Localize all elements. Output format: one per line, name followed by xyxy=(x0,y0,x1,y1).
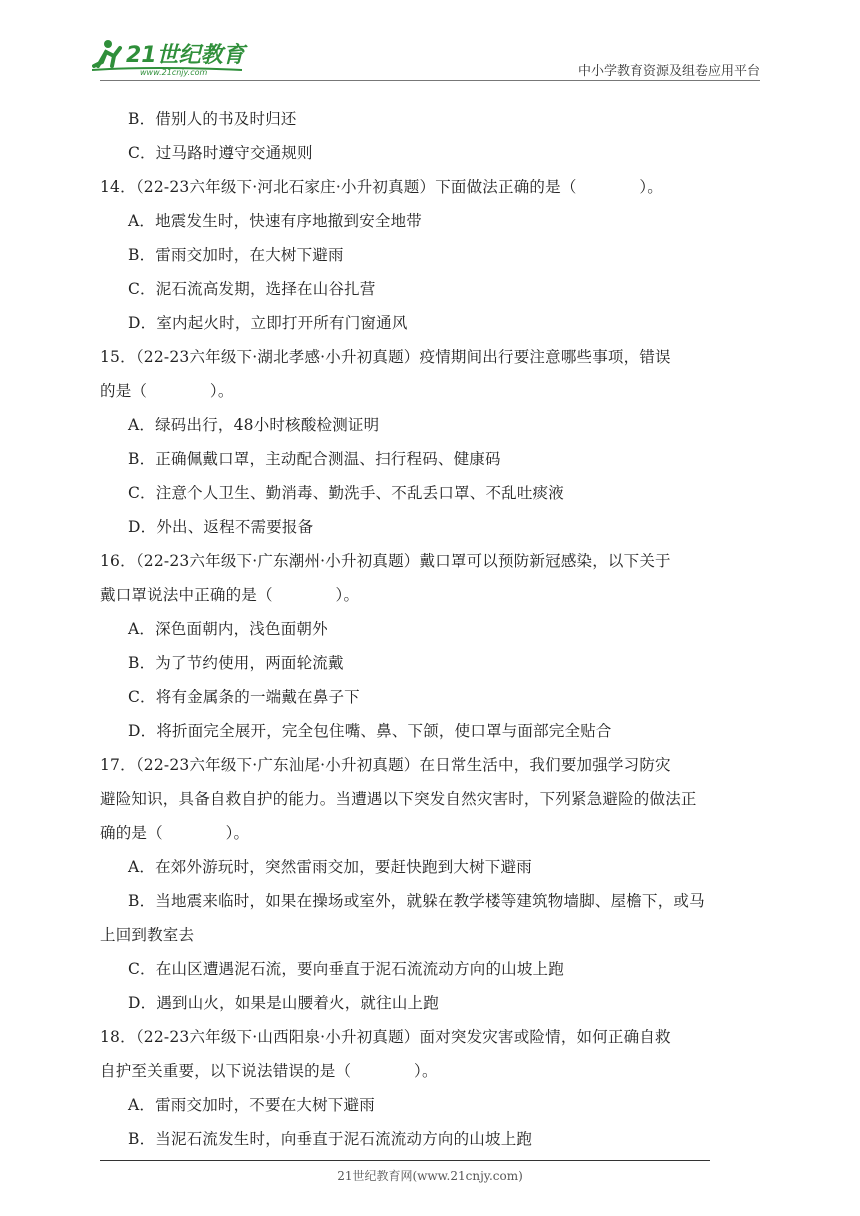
answer-option: D．室内起火时，立即打开所有门窗通风 xyxy=(128,314,408,332)
question-text: 16．（22-23六年级下·广东潮州·小升初真题）戴口罩可以预防新冠感染，以下关于 xyxy=(100,552,671,570)
answer-option: B．当地震来临时，如果在操场或室外，就躲在教学楼等建筑物墙脚、屋檐下，或马 xyxy=(128,892,705,910)
answer-option: A．绿码出行，48小时核酸检测证明 xyxy=(128,416,380,434)
answer-option: D．遇到山火，如果是山腰着火，就往山上跑 xyxy=(128,994,439,1012)
question-text: 确的是（ ）。 xyxy=(100,824,250,842)
answer-option: D．将折面完全展开，完全包住嘴、鼻、下颌，使口罩与面部完全贴合 xyxy=(128,722,612,740)
answer-option: A．地震发生时，快速有序地撤到安全地带 xyxy=(128,212,422,230)
answer-option: B．当泥石流发生时，向垂直于泥石流流动方向的山坡上跑 xyxy=(128,1130,533,1148)
answer-option: A．深色面朝内，浅色面朝外 xyxy=(128,620,328,638)
header-divider xyxy=(100,80,760,81)
question-text: 18．（22-23六年级下·山西阳泉·小升初真题）面对突发灾害或险情，如何正确自救 xyxy=(100,1028,671,1046)
answer-option: B．正确佩戴口罩，主动配合测温、扫行程码、健康码 xyxy=(128,450,501,468)
question-text: 避险知识，具备自救自护的能力。当遭遇以下突发自然灾害时，下列紧急避险的做法正 xyxy=(100,790,697,808)
answer-option: A．雷雨交加时，不要在大树下避雨 xyxy=(128,1096,375,1114)
answer-option: C．过马路时遵守交通规则 xyxy=(128,144,313,162)
header-platform-name: 中小学教育资源及组卷应用平台 xyxy=(577,64,760,79)
question-text: 14．（22-23六年级下·河北石家庄·小升初真题）下面做法正确的是（ ）。 xyxy=(100,178,663,196)
answer-option: C．注意个人卫生、勤消毒、勤洗手、不乱丢口罩、不乱吐痰液 xyxy=(128,484,564,502)
answer-option: B．雷雨交加时，在大树下避雨 xyxy=(128,246,344,264)
page-footer: 21世纪教育网(www.21cnjy.com) xyxy=(337,1169,523,1183)
footer-divider xyxy=(100,1160,710,1161)
answer-option: A．在郊外游玩时，突然雷雨交加，要赶快跑到大树下避雨 xyxy=(128,858,532,876)
answer-option: C．在山区遭遇泥石流，要向垂直于泥石流流动方向的山坡上跑 xyxy=(128,960,564,978)
answer-option: C．将有金属条的一端戴在鼻子下 xyxy=(128,688,360,706)
answer-option: B．借别人的书及时归还 xyxy=(128,110,297,128)
question-text: 17．（22-23六年级下·广东汕尾·小升初真题）在日常生活中，我们要加强学习防灾 xyxy=(100,756,671,774)
answer-option: B．为了节约使用，两面轮流戴 xyxy=(128,654,344,672)
page-header xyxy=(0,0,860,80)
question-text: 15．（22-23六年级下·湖北孝感·小升初真题）疫情期间出行要注意哪些事项，错误 xyxy=(100,348,671,366)
logo-text: 21世纪教育 xyxy=(126,43,245,68)
answer-option: D．外出、返程不需要报备 xyxy=(128,518,314,536)
site-logo xyxy=(92,36,262,78)
question-text: 自护至关重要，以下说法错误的是（ ）。 xyxy=(100,1062,438,1080)
question-text: 戴口罩说法中正确的是（ ）。 xyxy=(100,586,360,604)
question-content xyxy=(100,102,762,1156)
logo-url: www.21cnjy.com xyxy=(140,68,208,77)
question-text: 上回到教室去 xyxy=(100,926,195,944)
answer-option: C．泥石流高发期，选择在山谷扎营 xyxy=(128,280,376,298)
question-text: 的是（ ）。 xyxy=(100,382,234,400)
